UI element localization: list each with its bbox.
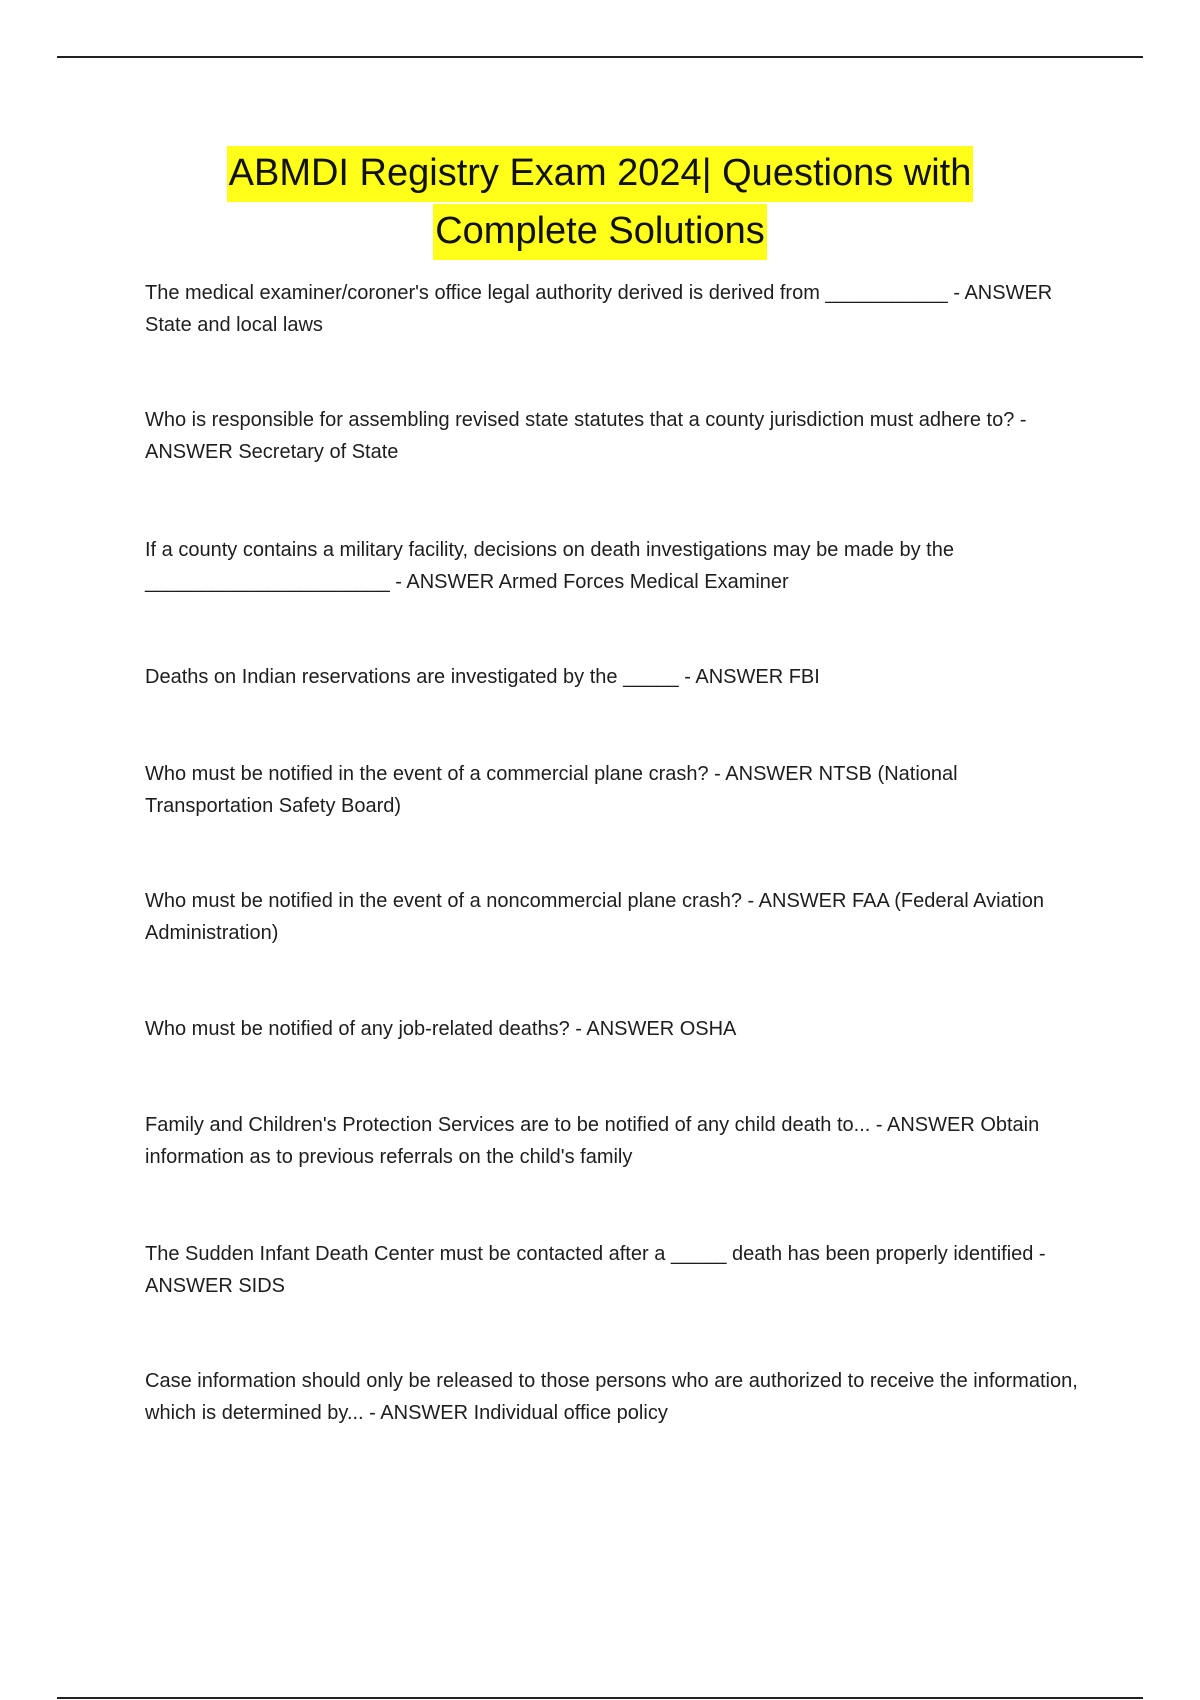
qa-item-3: If a county contains a military facility, decisions on death investigations may be made by the ______________________ - ANSWER Armed Forces Medical Examiner <box>145 539 954 593</box>
bottom-rule <box>57 1697 1143 1699</box>
qa-item-8: Family and Children's Protection Services are to be notified of any child death to... - ANSWER Obtain information as to previous referrals on the child's family <box>145 1114 1040 1168</box>
document-title <box>0 146 1200 262</box>
qa-item-5: Who must be notified in the event of a commercial plane crash? - ANSWER NTSB (National Transportation Safety Board) <box>145 763 958 817</box>
qa-item-7: Who must be notified of any job-related deaths? - ANSWER OSHA <box>145 1018 737 1040</box>
qa-item-9: The Sudden Infant Death Center must be contacted after a _____ death has been properly identified - ANSWER SIDS <box>145 1243 1046 1297</box>
qa-item-1: The medical examiner/coroner's office legal authority derived is derived from ___________ - ANSWER State and local laws <box>145 282 1053 336</box>
qa-item-4: Deaths on Indian reservations are investigated by the _____ - ANSWER FBI <box>145 666 820 688</box>
qa-item-6: Who must be notified in the event of a noncommercial plane crash? - ANSWER FAA (Federal Aviation Administration) <box>145 890 1044 944</box>
title-line-1: ABMDI Registry Exam 2024| Questions with <box>227 146 974 202</box>
top-rule <box>57 56 1143 58</box>
qa-item-10: Case information should only be released to those persons who are authorized to receive the information, which is determined by... - ANSWER Individual office policy <box>145 1370 1078 1424</box>
title-line-2: Complete Solutions <box>433 204 767 260</box>
qa-item-2: Who is responsible for assembling revised state statutes that a county jurisdiction must adhere to? - ANSWER Secretary of State <box>145 409 1027 463</box>
